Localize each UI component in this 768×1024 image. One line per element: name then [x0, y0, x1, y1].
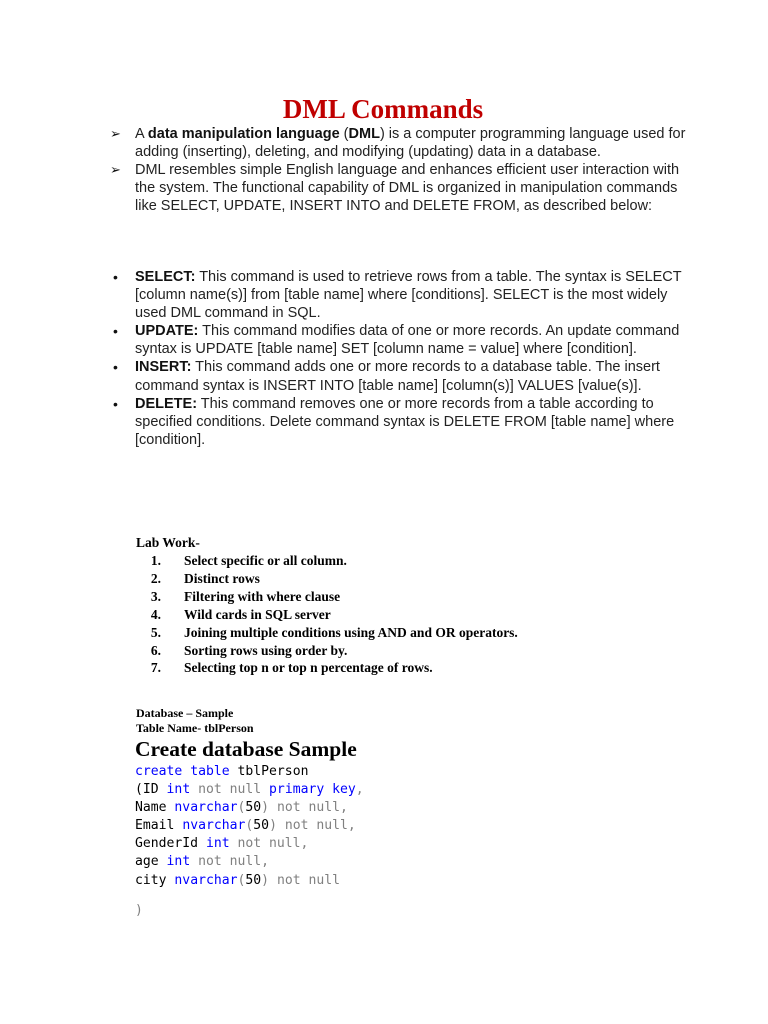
intro-text: ) is a computer programming language used for adding (inserting), deleting, and modifying (updating) data in a database.	[135, 126, 686, 161]
intro-term: data manipulation language	[147, 126, 340, 142]
lab-item-text: Selecting top n or top n percentage of rows.	[184, 660, 433, 676]
sql-keyword: primary	[269, 782, 325, 798]
lab-item	[136, 588, 518, 606]
command-description: This command adds one or more records to a database table. The insert command syntax is INSERT INTO [table name] [column(s)] VALUES [value(s)].	[135, 359, 660, 394]
lab-item-number: 1.	[150, 553, 161, 568]
create-database-heading: Create database Sample	[135, 737, 357, 761]
code-line	[135, 817, 364, 835]
round-bullet-icon: •	[113, 359, 118, 376]
command-list	[110, 268, 690, 449]
intro-abbr: DML	[348, 126, 380, 142]
code-gray-text: ,	[355, 782, 364, 798]
command-description: This command modifies data of one or more records. An update command syntax is UPDATE [table name] SET [column name = value] where [condition].	[135, 323, 680, 358]
code-gray-text: ) not null,	[261, 800, 348, 816]
code-close-paren: )	[135, 903, 143, 918]
code-text: Email	[135, 818, 183, 834]
sql-keyword: int	[205, 836, 230, 852]
lab-item-text: Select specific or all column.	[184, 553, 347, 568]
table-name: Table Name- tblPerson	[136, 720, 254, 735]
lab-item-number: 2.	[150, 570, 161, 586]
code-gray-text: ) not null,	[269, 818, 356, 834]
lab-item	[136, 570, 518, 588]
code-gray-text: (	[237, 872, 246, 888]
intro-text: A	[135, 126, 148, 142]
code-text: age	[135, 854, 167, 870]
round-bullet-icon: •	[113, 395, 118, 412]
code-gray-text: ) not null	[261, 872, 341, 888]
code-number: 50	[245, 872, 262, 888]
lab-item-text: Joining multiple conditions using AND and OR operators.	[184, 624, 518, 640]
command-item-select	[110, 268, 690, 322]
database-name: Database – Sample	[136, 706, 234, 720]
round-bullet-icon: •	[113, 323, 118, 340]
code-text: Name	[135, 800, 175, 816]
code-gray-text: not null	[190, 782, 270, 798]
lab-item	[136, 642, 518, 660]
code-text: GenderId	[135, 836, 206, 852]
code-gray-text: (	[245, 818, 254, 834]
code-number: 50	[245, 800, 262, 816]
command-name: DELETE:	[135, 395, 198, 412]
intro-item	[110, 125, 690, 161]
sql-keyword: table	[190, 764, 230, 779]
command-item-update	[110, 322, 690, 358]
code-gray-text: (	[237, 800, 246, 816]
lab-item-number: 4.	[150, 606, 161, 622]
lab-item-number: 7.	[150, 660, 161, 676]
intro-text: DML resembles simple English language and enhances efficient user interaction with the system. The functional capability of DML is organized in manipulation commands like SELECT, UPDATE, INSERT INTO and DELETE FROM, as described below:	[135, 162, 680, 215]
code-space	[324, 782, 332, 797]
code-line	[135, 872, 364, 890]
lab-item-text: Distinct rows	[184, 570, 260, 586]
intro-item	[110, 161, 690, 215]
database-meta	[136, 706, 254, 735]
lab-list	[136, 552, 518, 677]
code-gray-text: not null,	[229, 836, 309, 852]
code-line	[135, 835, 364, 853]
command-description: This command is used to retrieve rows from a table. The syntax is SELECT [column name(s)] from [table name] where [conditions]. SELECT is the most widely used DML command in SQL.	[135, 269, 682, 322]
sql-keyword: nvarchar	[174, 800, 238, 816]
command-name: SELECT:	[135, 269, 196, 285]
code-text: city	[135, 872, 175, 888]
code-number: 50	[253, 818, 270, 834]
command-item-insert	[110, 358, 690, 394]
lab-item-number: 6.	[150, 642, 161, 658]
code-text: tblPerson	[229, 764, 309, 779]
sql-code-block	[135, 763, 364, 890]
lab-work-section	[136, 534, 518, 677]
lab-item	[136, 552, 518, 570]
page-title: DML Commands	[282, 94, 484, 124]
code-line	[135, 763, 364, 781]
lab-heading: Lab Work-	[136, 535, 200, 550]
lab-item-text: Filtering with where clause	[184, 588, 341, 604]
lab-item-text: Wild cards in SQL server	[184, 606, 331, 622]
command-description: This command removes one or more records from a table according to specified conditions. Delete command syntax is DELETE FROM [table name] where [condition].	[135, 395, 675, 448]
lab-item	[136, 606, 518, 624]
code-line	[135, 799, 364, 817]
sql-keyword: key	[332, 782, 356, 798]
sql-keyword: int	[166, 854, 191, 870]
lab-item-text: Sorting rows using order by.	[184, 642, 348, 658]
intro-list	[110, 125, 690, 215]
code-text: (ID	[135, 782, 167, 798]
sql-keyword: nvarchar	[174, 872, 238, 888]
arrowhead-bullet-icon: ➢	[110, 126, 121, 141]
code-line	[135, 781, 364, 799]
arrowhead-bullet-icon: ➢	[110, 162, 121, 178]
sql-keyword: int	[166, 782, 191, 798]
lab-item-number: 3.	[150, 588, 161, 604]
command-name: UPDATE:	[135, 323, 199, 340]
code-line	[135, 853, 364, 871]
intro-text: (	[339, 126, 349, 142]
command-name: INSERT:	[135, 359, 192, 376]
command-item-delete	[110, 395, 690, 449]
lab-item	[136, 659, 518, 677]
sql-keyword: create	[135, 764, 183, 779]
code-gray-text: not null,	[190, 854, 270, 870]
round-bullet-icon: •	[113, 269, 118, 285]
lab-item-number: 5.	[150, 624, 161, 640]
sql-keyword: nvarchar	[182, 818, 246, 834]
lab-item	[136, 624, 518, 642]
